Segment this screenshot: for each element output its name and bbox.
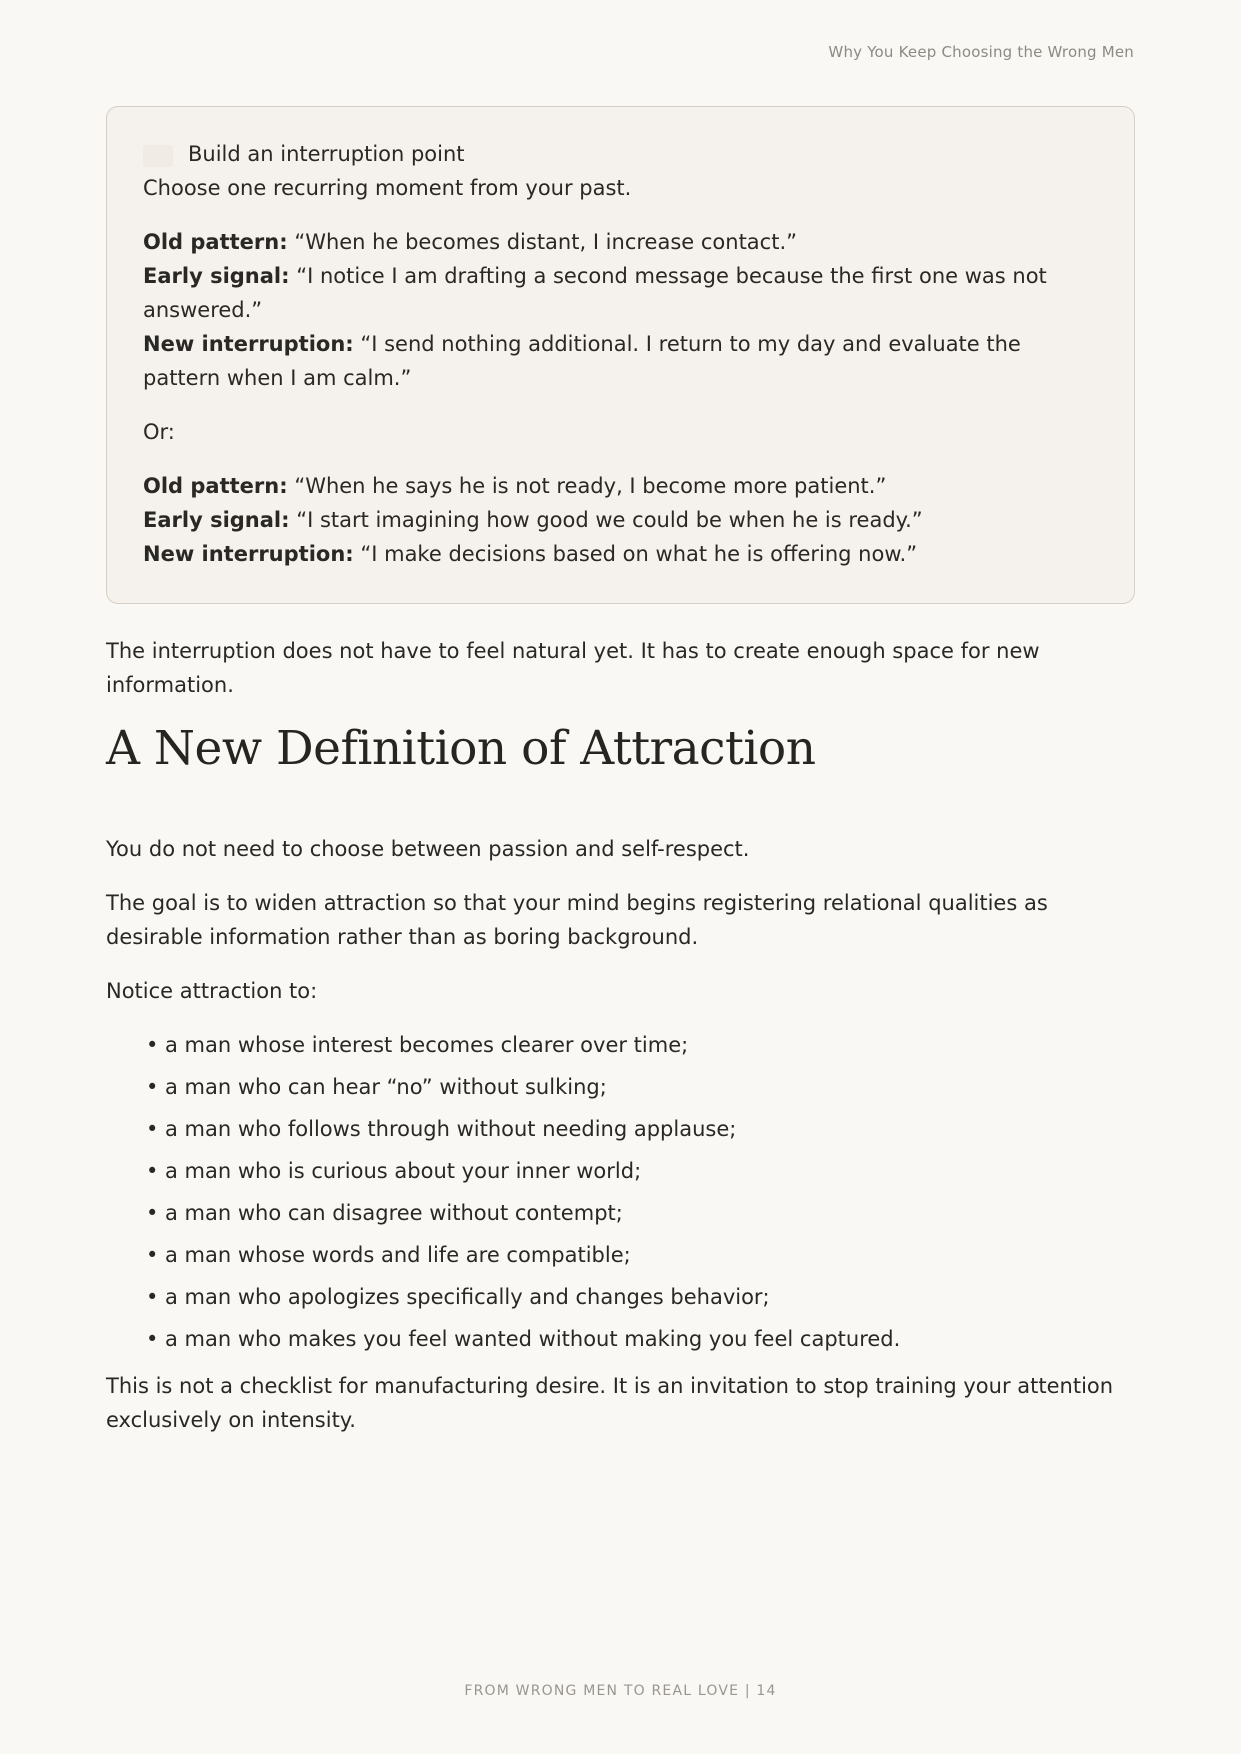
bullet-icon: • xyxy=(146,1327,159,1351)
bullet-icon: • xyxy=(146,1117,159,1141)
bullet-icon: • xyxy=(146,1075,159,1099)
list-item xyxy=(146,1280,1134,1314)
section-heading: A New Definition of Attraction xyxy=(106,721,816,776)
bullet-icon: • xyxy=(146,1285,159,1309)
new-interruption-text: “I send nothing additional. I return to my day and evaluate the pattern when I am calm.” xyxy=(143,332,1021,390)
example-line-old-pattern xyxy=(143,225,1098,259)
exercise-box xyxy=(106,106,1135,604)
example-line-early-signal xyxy=(143,259,1098,327)
new-interruption-label: New interruption: xyxy=(143,332,354,356)
list-item-text: a man whose interest becomes clearer over time; xyxy=(165,1033,689,1057)
list-item-text: a man who follows through without needing applause; xyxy=(165,1117,737,1141)
list-item xyxy=(146,1322,1134,1356)
early-signal-label: Early signal: xyxy=(143,508,290,532)
example-group-1 xyxy=(143,225,1098,395)
closing-paragraph: This is not a checklist for manufacturing desire. It is an invitation to stop training your attention exclusively on intensity. xyxy=(106,1374,1114,1432)
page-content xyxy=(106,106,1134,1437)
early-signal-text: “I start imagining how good we could be when he is ready.” xyxy=(296,508,923,532)
after-box-paragraph: The interruption does not have to feel natural yet. It has to create enough space for new information. xyxy=(106,639,1040,697)
running-header: Why You Keep Choosing the Wrong Men xyxy=(828,43,1134,61)
bullet-icon: • xyxy=(146,1201,159,1225)
paragraph-passion: You do not need to choose between passion and self-respect. xyxy=(106,837,750,861)
list-item-text: a man who makes you feel wanted without making you feel captured. xyxy=(165,1327,901,1351)
exercise-intro: Choose one recurring moment from your past. xyxy=(143,176,632,200)
paragraph-notice: Notice attraction to: xyxy=(106,979,318,1003)
bullet-icon: • xyxy=(146,1159,159,1183)
old-pattern-label: Old pattern: xyxy=(143,230,288,254)
new-interruption-label: New interruption: xyxy=(143,542,354,566)
example-separator: Or: xyxy=(143,420,175,444)
bullet-icon: • xyxy=(146,1243,159,1267)
new-interruption-text: “I make decisions based on what he is offering now.” xyxy=(360,542,918,566)
early-signal-label: Early signal: xyxy=(143,264,290,288)
example-line-early-signal xyxy=(143,503,1098,537)
list-item xyxy=(146,1070,1134,1104)
exercise-title-text: Build an interruption point xyxy=(188,142,465,166)
list-item xyxy=(146,1196,1134,1230)
bullet-icon: • xyxy=(146,1033,159,1057)
old-pattern-text: “When he becomes distant, I increase contact.” xyxy=(294,230,798,254)
list-item xyxy=(146,1238,1134,1272)
early-signal-text: “I notice I am drafting a second message because the first one was not answered.” xyxy=(143,264,1047,322)
list-item-text: a man who is curious about your inner world; xyxy=(165,1159,642,1183)
example-line-new-interruption xyxy=(143,327,1098,395)
attraction-list xyxy=(106,1028,1134,1356)
exercise-marker-icon xyxy=(143,143,173,165)
list-item-text: a man whose words and life are compatible; xyxy=(165,1243,631,1267)
paragraph-goal: The goal is to widen attraction so that your mind begins registering relational qualities as desirable information rather than as boring background. xyxy=(106,891,1048,949)
example-group-2 xyxy=(143,469,1098,571)
old-pattern-label: Old pattern: xyxy=(143,474,288,498)
list-item-text: a man who apologizes specifically and changes behavior; xyxy=(165,1285,770,1309)
list-item xyxy=(146,1154,1134,1188)
exercise-title xyxy=(143,137,1098,171)
page-footer: FROM WRONG MEN TO REAL LOVE | 14 xyxy=(464,1683,777,1699)
list-item xyxy=(146,1112,1134,1146)
list-item xyxy=(146,1028,1134,1062)
list-item-text: a man who can hear “no” without sulking; xyxy=(165,1075,607,1099)
example-line-old-pattern xyxy=(143,469,1098,503)
old-pattern-text: “When he says he is not ready, I become more patient.” xyxy=(294,474,887,498)
list-item-text: a man who can disagree without contempt; xyxy=(165,1201,623,1225)
example-line-new-interruption xyxy=(143,537,1098,571)
